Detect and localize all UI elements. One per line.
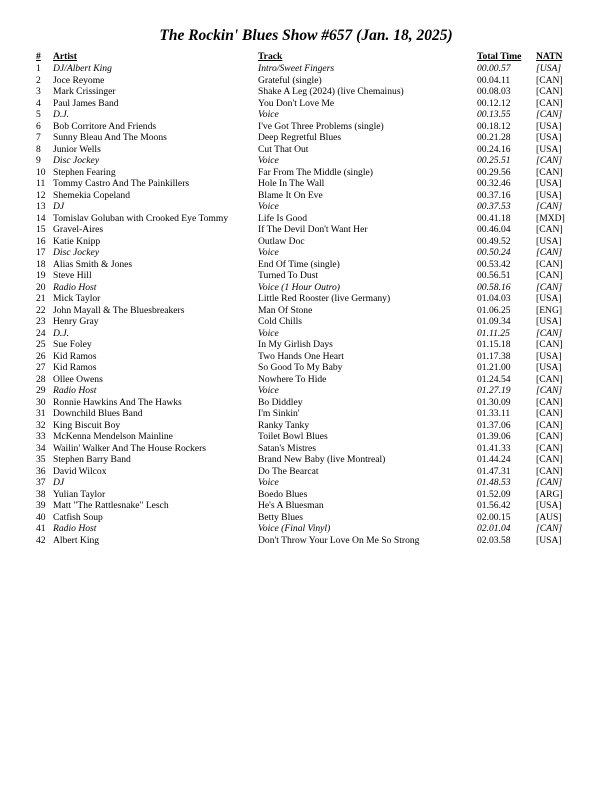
row-total-time: 00.13.55 xyxy=(477,109,511,120)
row-artist: D.J. xyxy=(53,109,69,120)
row-track: You Don't Love Me xyxy=(258,97,335,109)
row-track: Boedo Blues xyxy=(258,488,308,500)
table-row xyxy=(36,316,576,328)
row-artist: Joce Reyome xyxy=(53,74,105,86)
row-total-time: 01.27.19 xyxy=(477,385,511,396)
row-nation: [ARG] xyxy=(536,488,563,500)
row-track: Far From The Middle (single) xyxy=(258,166,373,178)
row-track: Don't Throw Your Love On Me So Strong xyxy=(258,534,420,546)
row-total-time: 01.44.24 xyxy=(477,454,511,465)
row-artist: Stephen Fearing xyxy=(53,166,116,178)
table-row xyxy=(36,397,576,409)
row-nation: [CAN] xyxy=(536,166,563,178)
table-row xyxy=(36,523,576,535)
row-track: Blame It On Eve xyxy=(258,189,323,201)
row-nation: [ENG] xyxy=(536,304,563,316)
row-artist: John Mayall & The Bluesbreakers xyxy=(53,304,185,316)
row-total-time: 01.21.00 xyxy=(477,362,511,373)
row-track: Brand New Baby (live Montreal) xyxy=(258,454,386,465)
table-row xyxy=(36,109,576,121)
table-row xyxy=(36,144,576,156)
page-title: The Rockin' Blues Show #657 (Jan. 18, 2025) xyxy=(159,27,453,44)
row-nation: [CAN] xyxy=(536,74,563,86)
row-total-time: 01.04.03 xyxy=(477,293,511,304)
row-artist: Matt "The Rattlesnake" Lesch xyxy=(53,500,169,511)
row-number: 25 xyxy=(36,339,46,350)
playlist-rows xyxy=(36,63,576,546)
row-track: I'm Sinkin' xyxy=(258,408,300,419)
row-artist: Kid Ramos xyxy=(53,362,97,373)
row-number: 20 xyxy=(36,281,46,293)
row-nation: [CAN] xyxy=(536,385,563,396)
table-row xyxy=(36,224,576,236)
row-track: Bo Diddley xyxy=(258,396,303,408)
header-track: Track xyxy=(258,51,283,63)
row-nation: [CAN] xyxy=(536,373,563,385)
row-track: Cut That Out xyxy=(258,143,309,155)
row-number: 42 xyxy=(36,534,46,546)
row-total-time: 02.00.15 xyxy=(477,511,511,523)
row-artist: Radio Host xyxy=(53,385,97,396)
row-total-time: 01.33.11 xyxy=(477,408,511,419)
row-number: 21 xyxy=(36,293,46,304)
row-nation: [USA] xyxy=(536,316,562,327)
row-track: In My Girlish Days xyxy=(258,339,333,350)
row-track: Toilet Bowl Blues xyxy=(258,431,328,442)
row-number: 40 xyxy=(36,511,46,523)
table-row xyxy=(36,443,576,455)
row-track: Voice xyxy=(258,385,279,396)
row-number: 31 xyxy=(36,408,46,419)
table-row xyxy=(36,155,576,167)
row-nation: [USA] xyxy=(536,120,562,132)
row-number: 26 xyxy=(36,350,46,362)
row-number: 37 xyxy=(36,477,46,488)
row-nation: [CAN] xyxy=(536,155,563,166)
table-row xyxy=(36,535,576,547)
table-row xyxy=(36,201,576,213)
row-artist: DJ xyxy=(53,201,65,212)
row-artist: Ollee Owens xyxy=(53,373,103,385)
row-total-time: 02.03.58 xyxy=(477,534,511,546)
row-total-time: 01.15.18 xyxy=(477,339,511,350)
table-row xyxy=(36,190,576,202)
table-row xyxy=(36,454,576,466)
row-nation: [CAN] xyxy=(536,465,563,477)
row-track: Do The Bearcat xyxy=(258,465,319,477)
row-total-time: 00.29.56 xyxy=(477,166,511,178)
row-artist: Katie Knipp xyxy=(53,235,101,247)
row-nation: [CAN] xyxy=(536,523,563,534)
row-track: Voice xyxy=(258,247,279,258)
row-track: Grateful (single) xyxy=(258,74,322,86)
row-nation: [CAN] xyxy=(536,258,563,270)
row-nation: [USA] xyxy=(536,362,562,373)
row-total-time: 01.24.54 xyxy=(477,373,511,385)
row-artist: Albert King xyxy=(53,534,100,546)
row-artist: Yulian Taylor xyxy=(53,488,106,500)
row-number: 9 xyxy=(36,155,41,166)
header-number: # xyxy=(36,51,41,63)
row-number: 38 xyxy=(36,488,46,500)
row-total-time: 01.11.25 xyxy=(477,327,510,339)
row-number: 33 xyxy=(36,431,46,442)
table-row xyxy=(36,178,576,190)
row-nation: [CAN] xyxy=(536,477,563,488)
row-number: 34 xyxy=(36,442,46,454)
table-row xyxy=(36,236,576,248)
row-artist: Shemekia Copeland xyxy=(53,189,130,201)
row-track: Man Of Stone xyxy=(258,304,313,316)
row-track: Voice xyxy=(258,327,279,339)
row-nation: [CAN] xyxy=(536,247,563,258)
table-row xyxy=(36,63,576,75)
row-track: Voice xyxy=(258,155,279,166)
row-total-time: 01.47.31 xyxy=(477,465,511,477)
row-artist: Disc Jockey xyxy=(53,155,100,166)
table-row xyxy=(36,362,576,374)
row-artist: David Wilcox xyxy=(53,465,107,477)
row-track: Cold Chills xyxy=(258,316,302,327)
table-row xyxy=(36,512,576,524)
row-nation: [USA] xyxy=(536,63,562,74)
row-total-time: 00.37.16 xyxy=(477,189,511,201)
row-total-time: 00.41.18 xyxy=(477,212,511,224)
row-number: 29 xyxy=(36,385,46,396)
row-number: 24 xyxy=(36,327,46,339)
row-track: Voice (Final Vinyl) xyxy=(258,523,331,534)
table-row xyxy=(36,466,576,478)
table-row xyxy=(36,385,576,397)
row-nation: [AUS] xyxy=(536,511,562,523)
row-number: 36 xyxy=(36,465,46,477)
row-artist: DJ xyxy=(53,477,65,488)
table-row xyxy=(36,420,576,432)
row-nation: [USA] xyxy=(536,293,562,304)
row-number: 41 xyxy=(36,523,46,534)
row-artist: Bob Corritore And Friends xyxy=(53,120,157,132)
row-artist: Mark Crissinger xyxy=(53,86,116,97)
row-artist: Radio Host xyxy=(53,523,97,534)
table-row xyxy=(36,259,576,271)
table-row xyxy=(36,75,576,87)
table-row xyxy=(36,339,576,351)
row-track: Ranky Tanky xyxy=(258,419,310,431)
table-row xyxy=(36,328,576,340)
row-nation: [USA] xyxy=(536,143,562,155)
row-number: 7 xyxy=(36,132,41,143)
row-number: 13 xyxy=(36,201,46,212)
row-total-time: 01.39.06 xyxy=(477,431,511,442)
row-nation: [CAN] xyxy=(536,224,563,235)
row-total-time: 00.08.03 xyxy=(477,86,511,97)
row-total-time: 01.41.33 xyxy=(477,442,511,454)
row-nation: [USA] xyxy=(536,350,562,362)
playlist-table xyxy=(36,51,576,546)
row-total-time: 00.49.52 xyxy=(477,235,511,247)
row-nation: [USA] xyxy=(536,235,562,247)
row-number: 22 xyxy=(36,304,46,316)
row-nation: [USA] xyxy=(536,534,562,546)
row-number: 1 xyxy=(36,63,41,74)
row-track: Intro/Sweet Fingers xyxy=(258,63,335,74)
table-row xyxy=(36,247,576,259)
table-row xyxy=(36,305,576,317)
header-artist: Artist xyxy=(53,51,77,63)
row-nation: [CAN] xyxy=(536,454,563,465)
row-number: 14 xyxy=(36,212,46,224)
table-row xyxy=(36,489,576,501)
row-total-time: 00.37.53 xyxy=(477,201,511,212)
row-number: 32 xyxy=(36,419,46,431)
row-nation: [CAN] xyxy=(536,109,563,120)
row-number: 27 xyxy=(36,362,46,373)
row-number: 12 xyxy=(36,189,46,201)
row-total-time: 01.37.06 xyxy=(477,419,511,431)
row-number: 30 xyxy=(36,396,46,408)
row-artist: Alias Smith & Jones xyxy=(53,258,133,270)
table-row xyxy=(36,477,576,489)
row-total-time: 00.58.16 xyxy=(477,281,511,293)
row-number: 18 xyxy=(36,258,46,270)
row-artist: Sunny Bleau And The Moons xyxy=(53,132,167,143)
row-artist: Tomislav Goluban with Crooked Eye Tommy xyxy=(53,212,229,224)
row-artist: Downchild Blues Band xyxy=(53,408,143,419)
row-artist: DJ/Albert King xyxy=(53,63,112,74)
row-artist: Kid Ramos xyxy=(53,350,97,362)
row-number: 4 xyxy=(36,97,41,109)
row-nation: [CAN] xyxy=(536,419,563,431)
row-track: So Good To My Baby xyxy=(258,362,343,373)
table-row xyxy=(36,121,576,133)
row-track: Betty Blues xyxy=(258,511,304,523)
row-nation: [CAN] xyxy=(536,270,563,281)
row-track: He's A Bluesman xyxy=(258,500,324,511)
row-track: Satan's Mistres xyxy=(258,442,316,454)
row-number: 35 xyxy=(36,454,46,465)
row-nation: [MXD] xyxy=(536,212,565,224)
table-row xyxy=(36,167,576,179)
table-row xyxy=(36,98,576,110)
row-artist: Tommy Castro And The Painkillers xyxy=(53,178,190,189)
row-number: 23 xyxy=(36,316,46,327)
row-artist: Ronnie Hawkins And The Hawks xyxy=(53,396,182,408)
row-total-time: 00.04.11 xyxy=(477,74,511,86)
row-track: Life Is Good xyxy=(258,212,308,224)
table-row xyxy=(36,500,576,512)
table-row xyxy=(36,293,576,305)
row-track: Shake A Leg (2024) (live Chemainus) xyxy=(258,86,404,97)
row-total-time: 00.32.46 xyxy=(477,178,511,189)
row-artist: Henry Gray xyxy=(53,316,99,327)
row-nation: [CAN] xyxy=(536,201,563,212)
table-row xyxy=(36,408,576,420)
row-total-time: 00.00.57 xyxy=(477,63,511,74)
row-number: 39 xyxy=(36,500,46,511)
row-track: End Of Time (single) xyxy=(258,258,340,270)
row-track: If The Devil Don't Want Her xyxy=(258,224,368,235)
row-artist: King Biscuit Boy xyxy=(53,419,121,431)
row-track: Two Hands One Heart xyxy=(258,350,344,362)
row-nation: [CAN] xyxy=(536,86,563,97)
row-nation: [CAN] xyxy=(536,431,563,442)
row-artist: Wailin' Walker And The House Rockers xyxy=(53,442,207,454)
row-artist: Gravel-Aires xyxy=(53,224,104,235)
row-nation: [CAN] xyxy=(536,327,563,339)
row-artist: Steve Hill xyxy=(53,270,92,281)
table-header-row xyxy=(36,51,576,63)
row-artist: Stephen Barry Band xyxy=(53,454,131,465)
row-track: Hole In The Wall xyxy=(258,178,325,189)
row-total-time: 01.06.25 xyxy=(477,304,511,316)
table-row xyxy=(36,270,576,282)
table-row xyxy=(36,282,576,294)
row-track: Deep Regretful Blues xyxy=(258,132,342,143)
table-row xyxy=(36,351,576,363)
row-nation: [CAN] xyxy=(536,281,563,293)
row-number: 2 xyxy=(36,74,41,86)
row-total-time: 00.56.51 xyxy=(477,270,511,281)
row-total-time: 00.46.04 xyxy=(477,224,511,235)
row-artist: Sue Foley xyxy=(53,339,92,350)
row-total-time: 01.56.42 xyxy=(477,500,511,511)
row-track: Voice xyxy=(258,201,279,212)
table-row xyxy=(36,213,576,225)
row-track: Outlaw Doc xyxy=(258,235,305,247)
row-number: 19 xyxy=(36,270,46,281)
row-total-time: 01.48.53 xyxy=(477,477,511,488)
row-nation: [USA] xyxy=(536,500,562,511)
table-row xyxy=(36,86,576,98)
row-total-time: 01.17.38 xyxy=(477,350,511,362)
row-track: Nowhere To Hide xyxy=(258,373,327,385)
row-artist: Junior Wells xyxy=(53,143,101,155)
row-artist: Disc Jockey xyxy=(53,247,100,258)
header-nation: NATN xyxy=(536,51,563,63)
row-total-time: 00.53.42 xyxy=(477,258,511,270)
row-track: Voice xyxy=(258,109,279,120)
row-total-time: 02.01.04 xyxy=(477,523,511,534)
row-total-time: 00.18.12 xyxy=(477,120,511,132)
row-track: I've Got Three Problems (single) xyxy=(258,120,384,132)
row-number: 8 xyxy=(36,143,41,155)
row-artist: D.J. xyxy=(53,327,69,339)
header-total-time: Total Time xyxy=(477,51,522,63)
row-artist: Paul James Band xyxy=(53,97,119,109)
row-nation: [CAN] xyxy=(536,396,563,408)
row-nation: [USA] xyxy=(536,178,562,189)
row-nation: [USA] xyxy=(536,189,562,201)
table-row xyxy=(36,132,576,144)
row-total-time: 00.50.24 xyxy=(477,247,511,258)
row-total-time: 00.12.12 xyxy=(477,97,511,109)
row-number: 5 xyxy=(36,109,41,120)
row-number: 10 xyxy=(36,166,46,178)
row-total-time: 00.21.28 xyxy=(477,132,511,143)
table-row xyxy=(36,374,576,386)
row-artist: McKenna Mendelson Mainline xyxy=(53,431,173,442)
row-total-time: 01.52.09 xyxy=(477,488,511,500)
row-number: 28 xyxy=(36,373,46,385)
row-total-time: 00.25.51 xyxy=(477,155,511,166)
row-number: 17 xyxy=(36,247,46,258)
table-row xyxy=(36,431,576,443)
row-number: 3 xyxy=(36,86,41,97)
row-track: Voice (1 Hour Outro) xyxy=(258,281,340,293)
row-nation: [CAN] xyxy=(536,408,563,419)
row-total-time: 01.30.09 xyxy=(477,396,511,408)
row-nation: [CAN] xyxy=(536,442,563,454)
row-total-time: 00.24.16 xyxy=(477,143,511,155)
row-number: 6 xyxy=(36,120,41,132)
row-artist: Mick Taylor xyxy=(53,293,101,304)
row-track: Turned To Dust xyxy=(258,270,319,281)
row-artist: Catfish Soup xyxy=(53,511,103,523)
row-track: Voice xyxy=(258,477,279,488)
row-number: 16 xyxy=(36,235,46,247)
row-nation: [CAN] xyxy=(536,339,563,350)
row-number: 11 xyxy=(36,178,46,189)
row-track: Little Red Rooster (live Germany) xyxy=(258,293,391,304)
row-nation: [CAN] xyxy=(536,97,563,109)
row-total-time: 01.09.34 xyxy=(477,316,511,327)
row-artist: Radio Host xyxy=(53,281,97,293)
row-nation: [USA] xyxy=(536,132,562,143)
row-number: 15 xyxy=(36,224,46,235)
